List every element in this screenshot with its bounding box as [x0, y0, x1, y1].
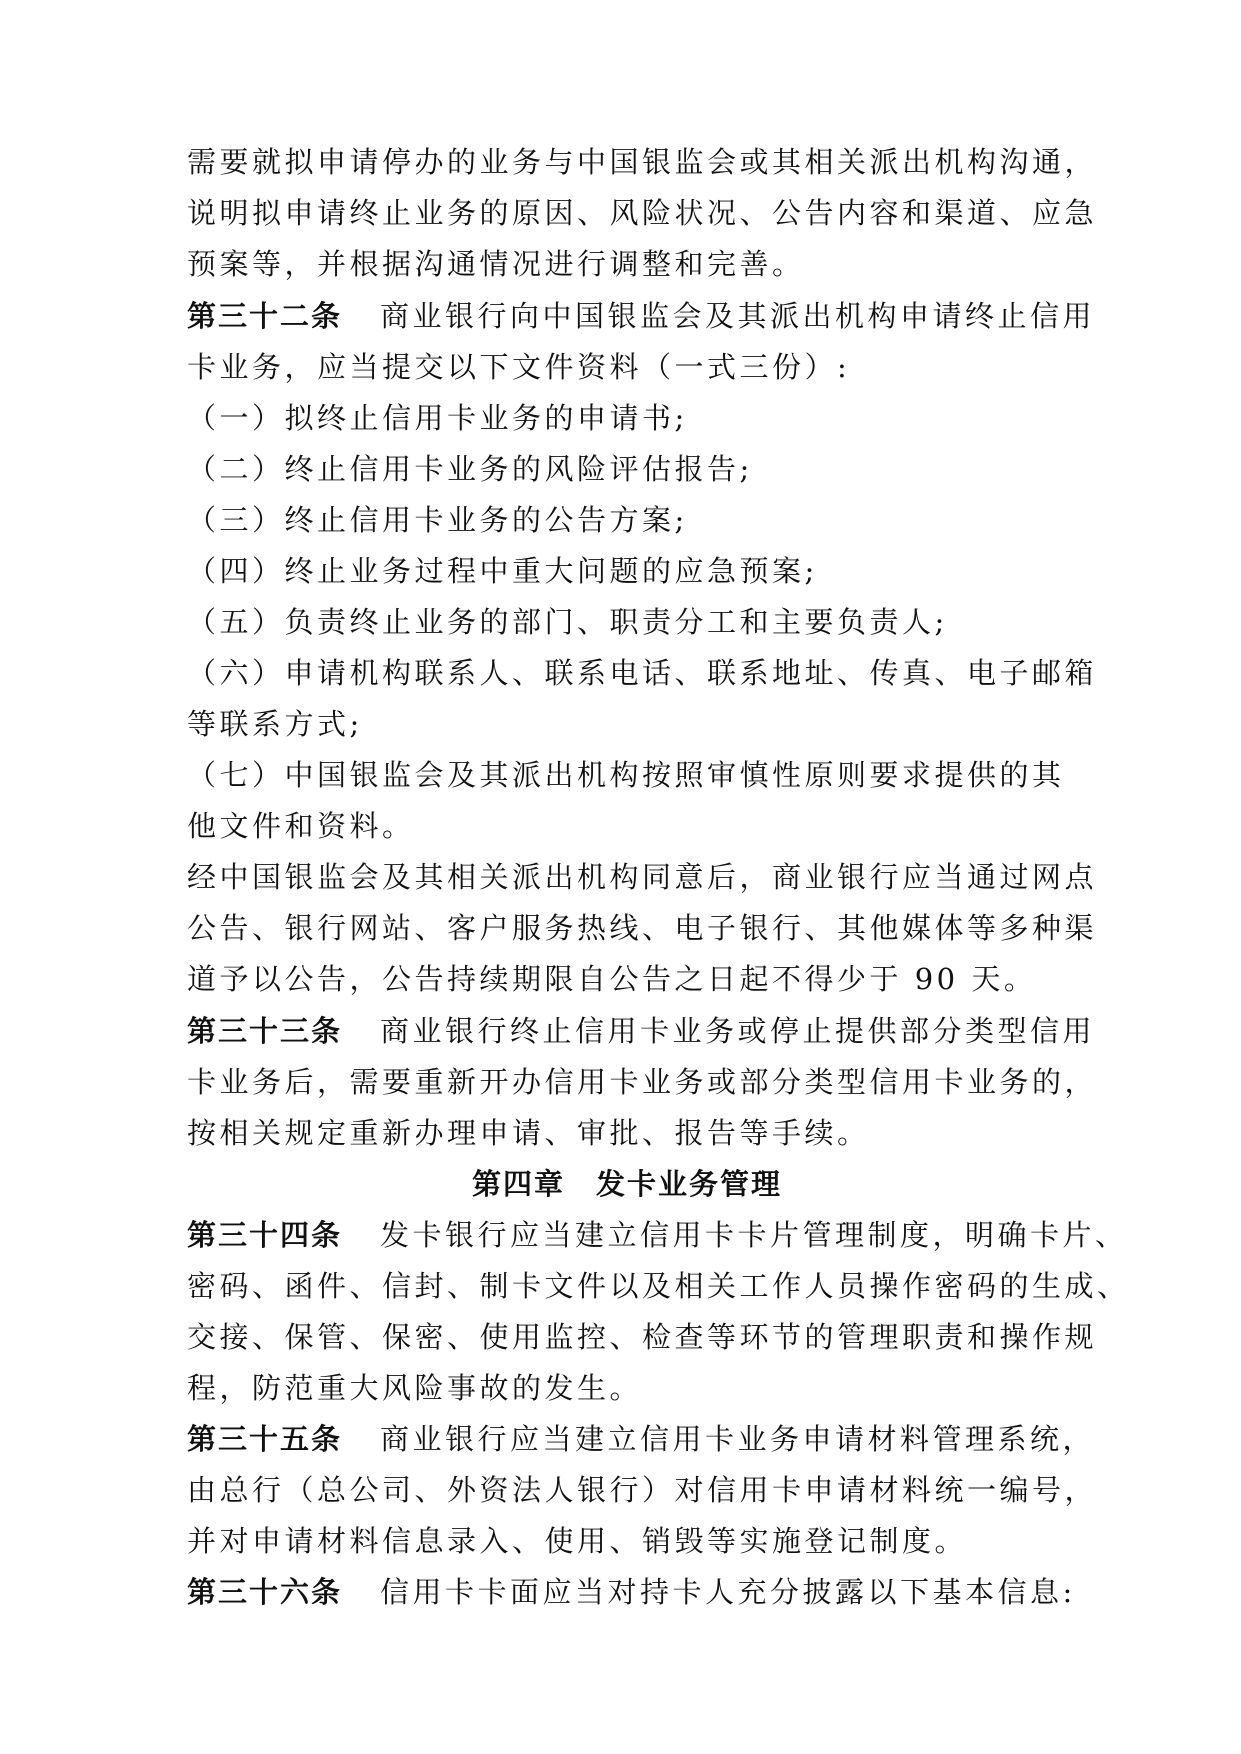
- text-line: 程，防范重大风险事故的发生。: [187, 1371, 643, 1405]
- text-line: 经中国银监会及其相关派出机构同意后，商业银行应当通过网点: [187, 860, 1098, 894]
- text-line: 需要就拟申请停办的业务与中国银监会或其相关派出机构沟通，: [187, 145, 1098, 179]
- list-item: （四）终止业务过程中重大问题的应急预案;: [187, 554, 818, 588]
- text-line: 卡业务后，需要重新开办信用卡业务或部分类型信用卡业务的，: [187, 1065, 1098, 1099]
- list-item: （一）拟终止信用卡业务的申请书;: [187, 401, 688, 435]
- list-item: 他文件和资料。: [187, 809, 415, 843]
- text-line: 并对申请材料信息录入、使用、销毁等实施登记制度。: [187, 1524, 968, 1558]
- text-line: 按相关规定重新办理申请、审批、报告等手续。: [187, 1116, 870, 1150]
- article-34-text: 发卡银行应当建立信用卡卡片管理制度，明确卡片、: [380, 1218, 1128, 1252]
- text-line: 道予以公告，公告持续期限自公告之日起不得少于 90 天。: [187, 962, 1037, 996]
- article-35-title: 第三十五条: [187, 1422, 343, 1456]
- article-34-title: 第三十四条: [187, 1218, 343, 1252]
- text-line: 交接、保管、保密、使用监控、检查等环节的管理职责和操作规: [187, 1320, 1098, 1354]
- text-line: 由总行（总公司、外资法人银行）对信用卡申请材料统一编号，: [187, 1473, 1098, 1507]
- text-line: 说明拟申请终止业务的原因、风险状况、公告内容和渠道、应急: [187, 196, 1098, 230]
- text-line: 公告、银行网站、客户服务热线、电子银行、其他媒体等多种渠: [187, 911, 1098, 945]
- article-33-title: 第三十三条: [187, 1014, 343, 1048]
- list-item: 等联系方式;: [187, 707, 363, 741]
- article-32-text: 商业银行向中国银监会及其派出机构申请终止信用: [380, 299, 1096, 333]
- article-34-first-line: [187, 1209, 1128, 1261]
- list-item: （六）申请机构联系人、联系电话、联系地址、传真、电子邮箱: [187, 656, 1098, 690]
- list-item: （三）终止信用卡业务的公告方案;: [187, 503, 688, 537]
- text-line: 卡业务，应当提交以下文件资料（一式三份）:: [187, 350, 851, 384]
- article-36-first-line: [187, 1566, 1076, 1618]
- chapter-heading: 第四章 发卡业务管理: [471, 1167, 782, 1201]
- article-33-first-line: [187, 1005, 1096, 1057]
- article-36-title: 第三十六条: [187, 1575, 343, 1609]
- article-35-first-line: [187, 1413, 1096, 1465]
- list-item: （五）负责终止业务的部门、职责分工和主要负责人;: [187, 605, 948, 639]
- article-32-first-line: [187, 290, 1096, 342]
- article-32-title: 第三十二条: [187, 299, 343, 333]
- article-35-text: 商业银行应当建立信用卡业务申请材料管理系统，: [380, 1422, 1096, 1456]
- article-33-text: 商业银行终止信用卡业务或停止提供部分类型信用: [380, 1014, 1096, 1048]
- text-line: 预案等，并根据沟通情况进行调整和完善。: [187, 247, 805, 281]
- article-36-text: 信用卡卡面应当对持卡人充分披露以下基本信息:: [380, 1575, 1076, 1609]
- list-item: （七）中国银监会及其派出机构按照审慎性原则要求提供的其: [187, 758, 1065, 792]
- list-item: （二）终止信用卡业务的风险评估报告;: [187, 452, 753, 486]
- text-line: 密码、函件、信封、制卡文件以及相关工作人员操作密码的生成、: [187, 1269, 1130, 1303]
